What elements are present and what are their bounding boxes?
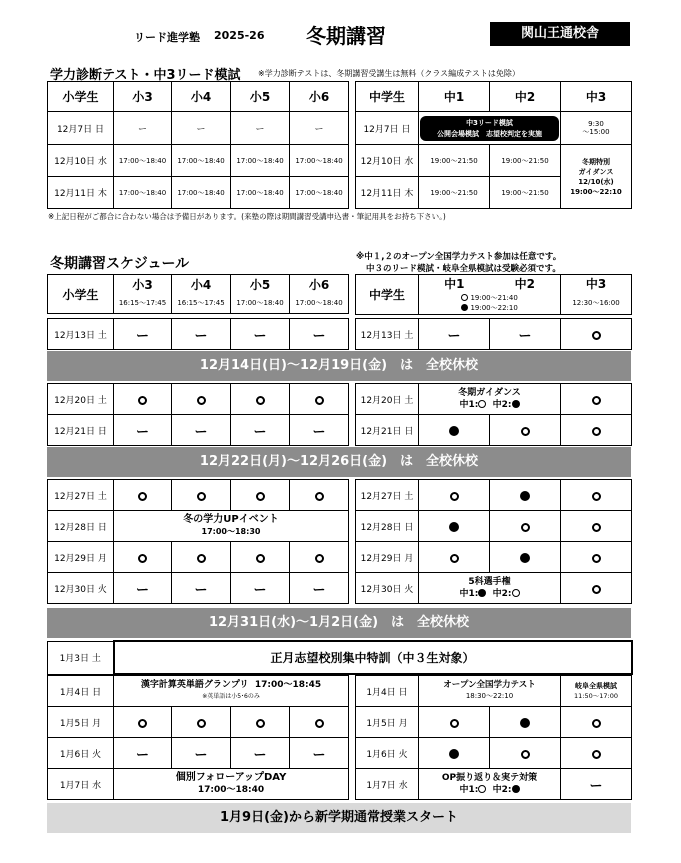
- open-circle-icon: [138, 554, 147, 563]
- open-circle-icon: [197, 492, 206, 501]
- schedule-cell: 17:00～18:40: [114, 177, 172, 209]
- section1-footnote: ※上記日程がご都合に合わない場合は予備日があります。(来塾の際は期間講習受講申込書・筆記用具をお持ち下さい。): [48, 212, 446, 221]
- open-circle-icon: [592, 396, 601, 405]
- section2-title: 冬期講習スケジュール: [50, 256, 190, 272]
- date-cell: 12月20日 土: [356, 384, 419, 415]
- page-title: 冬期講習: [306, 24, 386, 48]
- class-mark: [490, 415, 561, 446]
- lead-exam-box: 中3リード模試 公開会場模試 志望校判定を実施: [420, 116, 559, 141]
- newyear-special-course: 正月志望校別集中特訓（中３生対象）: [114, 641, 632, 674]
- winter-guidance: 冬期ガイダンス 中1: 中2:: [419, 384, 561, 415]
- class-mark: [172, 707, 231, 738]
- no-class-mark: ー: [172, 319, 231, 350]
- class-mark: [561, 319, 632, 350]
- schedule-cell: ー: [114, 112, 172, 145]
- class-mark: [561, 480, 632, 511]
- no-class-mark: ー: [114, 738, 172, 769]
- no-class-mark: ー: [290, 319, 349, 350]
- class-mark: [290, 542, 349, 573]
- date-cell: 12月30日 火: [356, 573, 419, 604]
- open-circle-icon: [592, 585, 601, 594]
- date-cell: 12月29日 月: [48, 542, 114, 573]
- class-mark: [114, 542, 172, 573]
- grade-header: 小3: [114, 275, 172, 294]
- filled-circle-icon: [520, 553, 530, 563]
- date-cell: 1月5日 月: [48, 707, 114, 738]
- class-mark: [172, 542, 231, 573]
- class-mark: [490, 707, 561, 738]
- class-mark: [231, 384, 290, 415]
- no-class-mark: ー: [290, 415, 349, 446]
- c3-special-guidance: 冬期特別 ガイダンス 12/10(水) 19:00～22:10: [561, 145, 632, 209]
- grade-header: 中1: [419, 82, 490, 112]
- open-circle-icon: [315, 554, 324, 563]
- no-class-mark: ー: [561, 769, 632, 800]
- class-mark: [419, 738, 490, 769]
- elem-schedule-header: [47, 274, 349, 314]
- open-circle-icon: [478, 400, 486, 408]
- no-class-mark: ー: [231, 573, 290, 604]
- open-circle-icon: [315, 719, 324, 728]
- date-cell: 12月11日 木: [356, 177, 419, 209]
- date-cell: 1月5日 月: [356, 707, 419, 738]
- date-cell: 12月28日 日: [48, 511, 114, 542]
- closure-band: 12月31日(水)～1月2日(金) は 全校休校: [47, 608, 631, 638]
- class-mark: [561, 511, 632, 542]
- diag-elem-table: [47, 81, 349, 209]
- section1-note: ※学力診断テストは、冬期講習受講生は無料（クラス編成テストは免除）: [258, 69, 520, 78]
- date-cell: 12月11日 木: [48, 177, 114, 209]
- class-mark: [419, 542, 490, 573]
- date-cell: 1月7日 水: [48, 769, 114, 800]
- section2-note1: ※中１,２のオープン全国学力テスト参加は任意です。: [356, 252, 562, 262]
- grade-header: 小3: [114, 82, 172, 112]
- open-circle-icon: [138, 719, 147, 728]
- date-cell: 1月4日 日: [356, 676, 419, 707]
- schedule-cell: 17:00～18:40: [172, 177, 231, 209]
- class-mark: [490, 480, 561, 511]
- open-circle-icon: [138, 396, 147, 405]
- jhs-schedule-header: [355, 274, 632, 315]
- schedule-cell: 17:00～18:40: [290, 145, 349, 177]
- open-circle-icon: [461, 294, 468, 301]
- section2-note2: 中３のリード模試・岐阜全県模試は受験必須です。: [366, 264, 561, 274]
- open-circle-icon: [197, 554, 206, 563]
- open-circle-icon: [592, 427, 601, 436]
- open-circle-icon: [592, 523, 601, 532]
- open-circle-icon: [521, 523, 530, 532]
- class-mark: [114, 707, 172, 738]
- no-class-mark: ー: [172, 573, 231, 604]
- filled-circle-icon: [449, 749, 459, 759]
- grade-header: 小4: [172, 82, 231, 112]
- class-mark: [172, 480, 231, 511]
- class-mark: [561, 384, 632, 415]
- grade-header: 小5: [231, 275, 290, 294]
- class-mark: [419, 480, 490, 511]
- filled-circle-icon: [449, 522, 459, 532]
- no-class-mark: ー: [231, 415, 290, 446]
- date-cell: 12月27日 土: [48, 480, 114, 511]
- schedule-cell: 17:00～18:40: [231, 145, 290, 177]
- jhs-rows-block1: [355, 318, 632, 350]
- class-time: 17:00～18:40: [231, 294, 290, 314]
- five-subject-contest: 5科選手権 中1: 中2:: [419, 573, 561, 604]
- class-time: 17:00～18:40: [290, 294, 349, 314]
- op-review: OP振り返り＆実テ対策 中1: 中2:: [419, 769, 561, 800]
- open-circle-icon: [521, 750, 530, 759]
- date-cell: 12月29日 月: [356, 542, 419, 573]
- date-cell: 12月10日 水: [356, 145, 419, 177]
- gifu-mock-exam: 岐阜全県模試 11:50～17:00: [561, 676, 632, 707]
- c3-exam-time: 9:30 ～15:00: [561, 112, 632, 145]
- no-class-mark: ー: [172, 415, 231, 446]
- grade-header: 中2: [490, 275, 561, 293]
- class-mark: [561, 573, 632, 604]
- open-circle-icon: [256, 554, 265, 563]
- jhs-rows-block4: [355, 675, 632, 800]
- class-mark: [419, 707, 490, 738]
- date-cell: 12月7日 日: [356, 112, 419, 145]
- class-mark: [114, 384, 172, 415]
- filled-circle-icon: [449, 426, 459, 436]
- no-class-mark: ー: [231, 319, 290, 350]
- class-mark: [231, 707, 290, 738]
- class-time: 16:15～17:45: [114, 294, 172, 314]
- open-circle-icon: [197, 396, 206, 405]
- jhs-rows-block3: [355, 479, 632, 604]
- date-cell: 12月10日 水: [48, 145, 114, 177]
- elem-header-label: 小学生: [48, 82, 114, 112]
- class-mark: [231, 542, 290, 573]
- elem-rows-block2: [47, 383, 349, 446]
- no-class-mark: ー: [114, 415, 172, 446]
- open-circle-icon: [256, 492, 265, 501]
- no-class-mark: ー: [172, 738, 231, 769]
- open-circle-icon: [592, 492, 601, 501]
- date-cell: 12月27日 土: [356, 480, 419, 511]
- grade-header: 中3: [561, 275, 632, 293]
- open-circle-icon: [450, 719, 459, 728]
- date-cell: 12月13日 土: [356, 319, 419, 350]
- date-cell: 12月13日 土: [48, 319, 114, 350]
- followup-day: 個別フォローアップDAY 17:00～18:40: [114, 769, 349, 800]
- closure-band: 12月14日(日)～12月19日(金) は 全校休校: [47, 351, 631, 381]
- date-cell: 12月21日 日: [48, 415, 114, 446]
- filled-circle-icon: [520, 718, 530, 728]
- class-mark: [561, 707, 632, 738]
- schedule-cell: ー: [231, 112, 290, 145]
- schedule-cell: 17:00～18:40: [290, 177, 349, 209]
- schedule-cell: 19:00～21:50: [490, 177, 561, 209]
- no-class-mark: ー: [114, 573, 172, 604]
- date-cell: 12月30日 火: [48, 573, 114, 604]
- schedule-cell: ー: [290, 112, 349, 145]
- jhs-rows-block2: [355, 383, 632, 446]
- open-circle-icon: [592, 750, 601, 759]
- date-cell: 1月7日 水: [356, 769, 419, 800]
- open-circle-icon: [450, 492, 459, 501]
- kanji-grandprix: 漢字計算英単語グランプリ 17:00～18:45 ※英単語は小5･6のみ: [114, 676, 349, 707]
- date-cell: 12月7日 日: [48, 112, 114, 145]
- class-mark: [231, 480, 290, 511]
- date-cell: 12月28日 日: [356, 511, 419, 542]
- class-mark: [561, 542, 632, 573]
- grade-header: 小5: [231, 82, 290, 112]
- class-mark: [172, 384, 231, 415]
- schedule-cell: 17:00～18:40: [172, 145, 231, 177]
- jhs-header-label: 中学生: [356, 275, 419, 315]
- date-cell: 1月3日 土: [48, 641, 114, 674]
- elem-header-label: 小学生: [48, 275, 114, 314]
- winter-event: 冬の学力UPイベント 17:00～18:30: [114, 511, 349, 542]
- elem-rows-block4: [47, 675, 349, 800]
- date-cell: 1月4日 日: [48, 676, 114, 707]
- open-circle-icon: [138, 492, 147, 501]
- open-circle-icon: [478, 785, 486, 793]
- class-time: 16:15～17:45: [172, 294, 231, 314]
- elem-rows-block1: [47, 318, 349, 350]
- date-cell: 1月6日 火: [48, 738, 114, 769]
- open-circle-icon: [315, 492, 324, 501]
- filled-circle-icon: [461, 304, 468, 311]
- school-year: 2025-26: [214, 29, 265, 42]
- lead-exam-cell: [419, 112, 561, 145]
- filled-circle-icon: [520, 491, 530, 501]
- open-circle-icon: [592, 331, 601, 340]
- date-cell: 12月21日 日: [356, 415, 419, 446]
- open-circle-icon: [592, 719, 601, 728]
- jan3-row: [47, 640, 633, 675]
- open-circle-icon: [521, 427, 530, 436]
- no-class-mark: ー: [114, 319, 172, 350]
- class-time: 12:30～16:00: [561, 292, 632, 314]
- date-cell: 12月20日 土: [48, 384, 114, 415]
- class-mark: [561, 738, 632, 769]
- class-mark: [419, 415, 490, 446]
- schedule-cell: 17:00～18:40: [231, 177, 290, 209]
- branch-badge: 関山王通校舎: [490, 22, 630, 46]
- class-mark: [290, 480, 349, 511]
- schedule-cell: 19:00～21:50: [490, 145, 561, 177]
- grade-header: 中3: [561, 82, 632, 112]
- class-mark: [490, 511, 561, 542]
- filled-circle-icon: [512, 400, 520, 408]
- schedule-cell: 19:00～21:50: [419, 145, 490, 177]
- diag-jhs-table: [355, 81, 632, 209]
- class-mark: [490, 738, 561, 769]
- open-circle-icon: [592, 554, 601, 563]
- no-class-mark: ー: [490, 319, 561, 350]
- open-circle-icon: [512, 589, 520, 597]
- no-class-mark: ー: [231, 738, 290, 769]
- date-cell: 1月6日 火: [356, 738, 419, 769]
- grade-header: 小6: [290, 275, 349, 294]
- open-national-test: オープン全国学力テスト 18:30～22:10: [419, 676, 561, 707]
- section1-title: 学力診断テスト・中3リード模試: [50, 68, 241, 83]
- no-class-mark: ー: [290, 573, 349, 604]
- class-mark: [290, 384, 349, 415]
- open-circle-icon: [197, 719, 206, 728]
- no-class-mark: ー: [419, 319, 490, 350]
- schedule-cell: 17:00～18:40: [114, 145, 172, 177]
- elem-rows-block3: [47, 479, 349, 604]
- closure-band: 12月22日(月)～12月26日(金) は 全校休校: [47, 447, 631, 477]
- open-circle-icon: [256, 719, 265, 728]
- jhs-header-label: 中学生: [356, 82, 419, 112]
- class-mark: [490, 542, 561, 573]
- open-circle-icon: [315, 396, 324, 405]
- open-circle-icon: [256, 396, 265, 405]
- class-mark: [114, 480, 172, 511]
- no-class-mark: ー: [290, 738, 349, 769]
- schedule-cell: 19:00～21:50: [419, 177, 490, 209]
- class-mark: [419, 511, 490, 542]
- open-circle-icon: [450, 554, 459, 563]
- filled-circle-icon: [512, 785, 520, 793]
- grade-header: 小6: [290, 82, 349, 112]
- schedule-cell: ー: [172, 112, 231, 145]
- grade-header: 中2: [490, 82, 561, 112]
- filled-circle-icon: [478, 589, 486, 597]
- grade-header: 小4: [172, 275, 231, 294]
- class-mark: [561, 415, 632, 446]
- class-mark: [290, 707, 349, 738]
- new-term-band: 1月9日(金)から新学期通常授業スタート: [47, 803, 631, 833]
- jhs-class-times: 19:00～21:40 19:00～22:10: [419, 292, 561, 314]
- school-name: リード進学塾: [134, 31, 200, 44]
- grade-header: 中1: [419, 275, 490, 293]
